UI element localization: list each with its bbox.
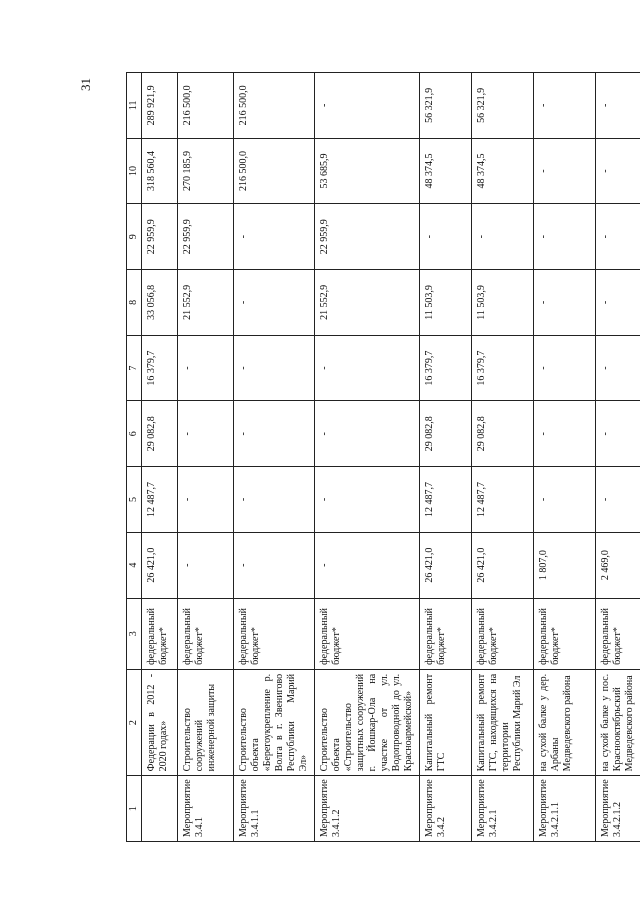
measure-id-cell: Мероприятие 3.4.2.1 xyxy=(472,776,534,842)
value-cell-col-8: 11 503,9 xyxy=(472,270,534,336)
measure-id-cell: Мероприятие 3.4.1.1 xyxy=(234,776,315,842)
value-cell-col-10: - xyxy=(534,138,596,204)
funding-source-cell: федеральный бюджет* xyxy=(234,598,315,669)
col-header-5: 5 xyxy=(127,467,142,533)
measure-id-cell: Мероприятие 3.4.1.2 xyxy=(315,776,420,842)
value-cell-col-7: - xyxy=(178,335,234,401)
measure-name-cell: на сухой балке у пос. Краснооктябрьский Медведевского района xyxy=(596,669,640,775)
value-cell-col-6: - xyxy=(178,401,234,467)
col-header-11: 11 xyxy=(127,73,142,139)
table-row xyxy=(234,73,315,842)
measure-name-cell: Строительство объекта «Берегоукрепление р. Волга в г. Звенигово Республики Марий Эл» xyxy=(234,669,315,775)
value-cell-col-8: - xyxy=(534,270,596,336)
value-cell-col-11: - xyxy=(534,73,596,139)
funding-source-cell: федеральный бюджет* xyxy=(142,598,178,669)
value-cell-col-11: - xyxy=(596,73,640,139)
table-row xyxy=(596,73,640,842)
value-cell-col-11: 56 321,9 xyxy=(472,73,534,139)
value-cell-col-4: 26 421,0 xyxy=(472,532,534,598)
value-cell-col-4: - xyxy=(315,532,420,598)
value-cell-col-7: - xyxy=(234,335,315,401)
table-row xyxy=(142,73,178,842)
value-cell-col-7: - xyxy=(596,335,640,401)
value-cell-col-9: 22 959,9 xyxy=(142,204,178,270)
value-cell-col-9: - xyxy=(420,204,472,270)
value-cell-col-4: 26 421,0 xyxy=(420,532,472,598)
value-cell-col-11: 289 921,9 xyxy=(142,73,178,139)
col-header-1: 1 xyxy=(127,776,142,842)
funding-source-cell: федеральный бюджет* xyxy=(315,598,420,669)
value-cell-col-9: 22 959,9 xyxy=(178,204,234,270)
value-cell-col-10: 270 185,9 xyxy=(178,138,234,204)
value-cell-col-8: 21 552,9 xyxy=(315,270,420,336)
value-cell-col-7: - xyxy=(534,335,596,401)
value-cell-col-10: 53 685,9 xyxy=(315,138,420,204)
value-cell-col-5: - xyxy=(315,467,420,533)
table-row xyxy=(472,73,534,842)
col-header-10: 10 xyxy=(127,138,142,204)
measure-name-cell: Строительство объекта «Строительство защитных сооружений г. Йошкар-Ола на участке от ул. Водопроводной до ул. Красноармейской» xyxy=(315,669,420,775)
value-cell-col-5: 12 487,7 xyxy=(142,467,178,533)
col-header-9: 9 xyxy=(127,204,142,270)
column-number-row xyxy=(127,73,142,842)
value-cell-col-7: 16 379,7 xyxy=(472,335,534,401)
budget-table xyxy=(126,72,640,842)
value-cell-col-5: - xyxy=(534,467,596,533)
funding-source-cell: федеральный бюджет* xyxy=(534,598,596,669)
value-cell-col-10: 216 500,0 xyxy=(234,138,315,204)
value-cell-col-11: 56 321,9 xyxy=(420,73,472,139)
table-row xyxy=(420,73,472,842)
value-cell-col-9: - xyxy=(234,204,315,270)
col-header-3: 3 xyxy=(127,598,142,669)
measure-name-cell: Капитальный ремонт ГТС xyxy=(420,669,472,775)
value-cell-col-11: - xyxy=(315,73,420,139)
value-cell-col-5: 12 487,7 xyxy=(472,467,534,533)
measure-name-cell: Капитальный ремонт ГТС, находящихся на территории Республики Марий Эл xyxy=(472,669,534,775)
table-row xyxy=(534,73,596,842)
measure-id-cell: Мероприятие 3.4.2 xyxy=(420,776,472,842)
value-cell-col-4: 1 807,0 xyxy=(534,532,596,598)
measure-id-cell: Мероприятие 3.4.2.1.1 xyxy=(534,776,596,842)
value-cell-col-8: 33 056,8 xyxy=(142,270,178,336)
funding-source-cell: федеральный бюджет* xyxy=(472,598,534,669)
value-cell-col-5: - xyxy=(178,467,234,533)
measure-name-cell: Федерации в 2012 - 2020 годах» xyxy=(142,669,178,775)
value-cell-col-4: 26 421,0 xyxy=(142,532,178,598)
value-cell-col-6: - xyxy=(534,401,596,467)
value-cell-col-10: 48 374,5 xyxy=(472,138,534,204)
value-cell-col-9: 22 959,9 xyxy=(315,204,420,270)
value-cell-col-10: 318 560,4 xyxy=(142,138,178,204)
value-cell-col-4: 2 469,0 xyxy=(596,532,640,598)
value-cell-col-5: - xyxy=(234,467,315,533)
col-header-6: 6 xyxy=(127,401,142,467)
value-cell-col-9: - xyxy=(534,204,596,270)
table-row xyxy=(178,73,234,842)
value-cell-col-8: - xyxy=(596,270,640,336)
measure-name-cell: Строительство сооружений инженерной защиты xyxy=(178,669,234,775)
value-cell-col-4: - xyxy=(234,532,315,598)
value-cell-col-9: - xyxy=(472,204,534,270)
measure-name-cell: на сухой балке у дер. Арбаны Медведевского района xyxy=(534,669,596,775)
measure-id-cell: Мероприятие 3.4.1 xyxy=(178,776,234,842)
value-cell-col-8: 11 503,9 xyxy=(420,270,472,336)
value-cell-col-6: 29 082,8 xyxy=(142,401,178,467)
funding-source-cell: федеральный бюджет* xyxy=(178,598,234,669)
table-row xyxy=(315,73,420,842)
col-header-2: 2 xyxy=(127,669,142,775)
value-cell-col-6: - xyxy=(315,401,420,467)
funding-source-cell: федеральный бюджет* xyxy=(420,598,472,669)
value-cell-col-10: - xyxy=(596,138,640,204)
value-cell-col-5: - xyxy=(596,467,640,533)
value-cell-col-4: - xyxy=(178,532,234,598)
col-header-4: 4 xyxy=(127,532,142,598)
value-cell-col-11: 216 500,0 xyxy=(234,73,315,139)
value-cell-col-8: - xyxy=(234,270,315,336)
value-cell-col-9: - xyxy=(596,204,640,270)
value-cell-col-6: 29 082,8 xyxy=(472,401,534,467)
rotated-table-container xyxy=(78,72,640,842)
page-number: 31 xyxy=(78,78,93,91)
value-cell-col-6: - xyxy=(596,401,640,467)
value-cell-col-7: 16 379,7 xyxy=(420,335,472,401)
value-cell-col-7: - xyxy=(315,335,420,401)
value-cell-col-7: 16 379,7 xyxy=(142,335,178,401)
col-header-7: 7 xyxy=(127,335,142,401)
col-header-8: 8 xyxy=(127,270,142,336)
value-cell-col-11: 216 500,0 xyxy=(178,73,234,139)
funding-source-cell: федеральный бюджет* xyxy=(596,598,640,669)
value-cell-col-6: 29 082,8 xyxy=(420,401,472,467)
value-cell-col-10: 48 374,5 xyxy=(420,138,472,204)
value-cell-col-5: 12 487,7 xyxy=(420,467,472,533)
value-cell-col-6: - xyxy=(234,401,315,467)
measure-id-cell xyxy=(142,776,178,842)
value-cell-col-8: 21 552,9 xyxy=(178,270,234,336)
measure-id-cell: Мероприятие 3.4.2.1.2 xyxy=(596,776,640,842)
